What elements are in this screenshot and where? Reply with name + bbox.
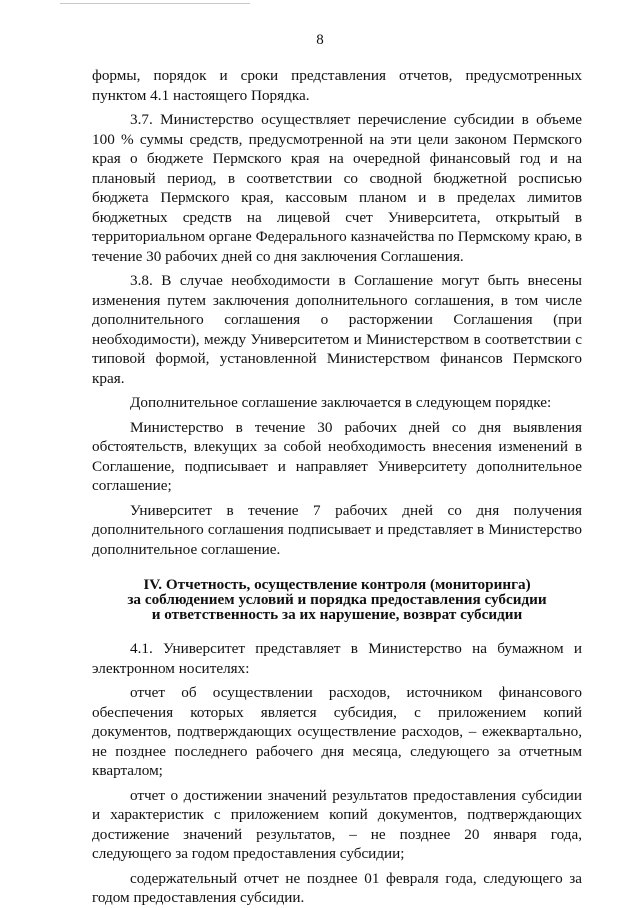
section-heading-line-2: за соблюдением условий и порядка предоставления субсидии <box>127 591 547 608</box>
paragraph-4-1: 4.1. Университет представляет в Министерство на бумажном и электронном носителях: <box>92 640 582 677</box>
section-heading <box>92 577 582 622</box>
section-heading-line-3: и ответственность за их нарушение, возврат субсидии <box>151 606 523 623</box>
paragraph-continuation: формы, порядок и сроки представления отчетов, предусмотренных пунктом 4.1 настоящего Порядка. <box>92 67 582 104</box>
document-body <box>92 66 582 908</box>
scan-top-rule <box>60 3 250 4</box>
paragraph-additional-agreement: Дополнительное соглашение заключается в следующем порядке: <box>130 394 552 411</box>
paragraph-results-report: отчет о достижении значений результатов предоставления субсидии и характеристик с приложением копий документов, подтверждающих достижение значений результатов, – не позднее 20 января года, следующего за годом предоставления субсидии; <box>92 786 582 862</box>
page-number: 8 <box>316 32 324 48</box>
section-heading-line-1: IV. Отчетность, осуществление контроля (мониторинга) <box>143 576 531 593</box>
paragraph-university-procedure: Университет в течение 7 рабочих дней со дня получения дополнительного соглашения подписывает и представляет в Министерство дополнительное соглашение. <box>92 501 582 558</box>
paragraph-substantive-report: содержательный отчет не позднее 01 февраля года, следующего за годом предоставления субсидии. <box>92 869 582 906</box>
paragraph-expense-report: отчет об осуществлении расходов, источником финансового обеспечения которых является субсидия, с приложением копий документов, подтверждающих осуществление расходов, – ежеквартально, не позднее последнего рабочего дня месяца, следующего за отчетным кварталом; <box>92 684 582 779</box>
paragraph-ministry-procedure: Министерство в течение 30 рабочих дней со дня выявления обстоятельств, влекущих за собой необходимость внесения изменений в Соглашение, подписывает и направляет Университету дополнительное соглашение; <box>92 418 582 494</box>
paragraph-3-8: 3.8. В случае необходимости в Соглашение могут быть внесены изменения путем заключения дополнительного соглашения, в том числе дополнительного соглашения о расторжении Соглашения (при необходимости), между Университетом и Министерством в соответствии с типовой формой, установленной Министерством финансов Пермского края. <box>92 272 582 387</box>
paragraph-3-7: 3.7. Министерство осуществляет перечисление субсидии в объеме 100 % суммы средств, предусмотренной на эти цели законом Пермского края о бюджете Пермского края на очередной финансовый год и на плановый период, в соответствии со сводной бюджетной росписью бюджета Пермского края, кассовым планом и в пределах лимитов бюджетных средств на лицевой счет Университета, открытый в территориальном органе Федерального казначейства по Пермскому краю, в течение 30 рабочих дней со дня заключения Соглашения. <box>92 111 582 265</box>
